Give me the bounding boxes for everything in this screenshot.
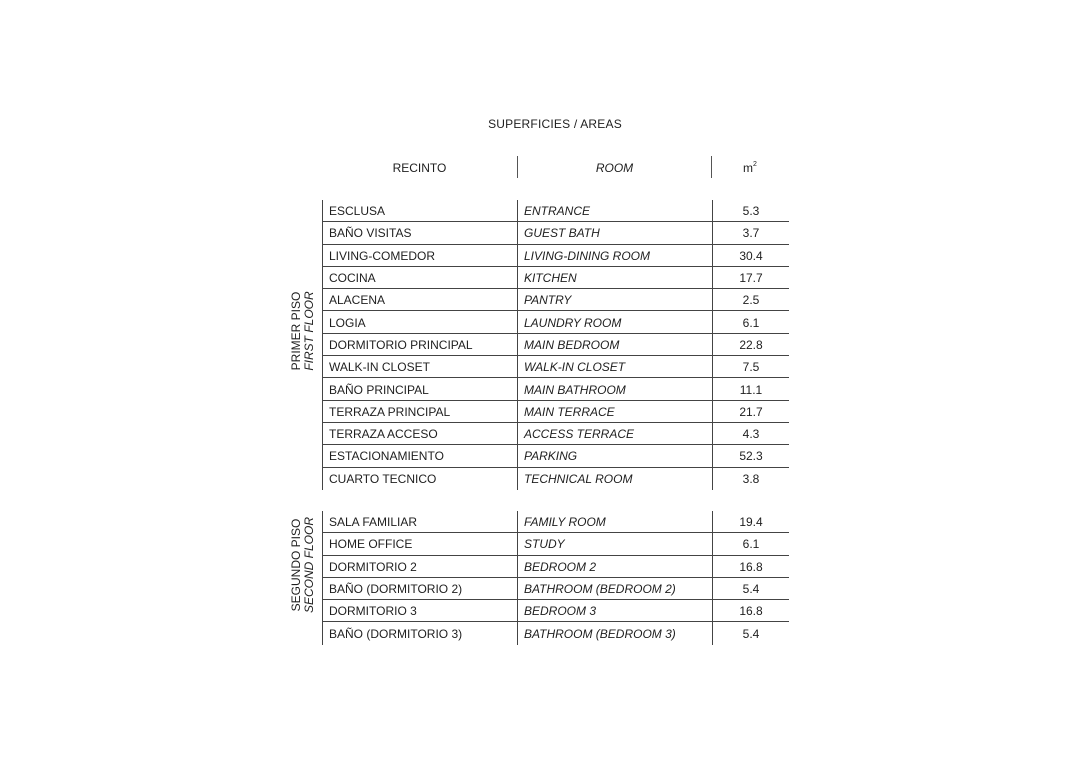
room-area: 16.8 [712,556,789,578]
room-name-es: LIVING-COMEDOR [322,245,517,267]
room-area: 7.5 [712,356,789,378]
table-row [322,222,789,244]
room-name-en: PARKING [517,445,712,467]
room-name-en: MAIN BATHROOM [517,378,712,400]
room-name-en: GUEST BATH [517,222,712,244]
room-name-es: DORMITORIO PRINCIPAL [322,334,517,356]
table-row [322,468,789,490]
floor-label-es: PRIMER PISO [289,291,303,371]
column-header-m2 [712,161,788,175]
table-row [322,245,789,267]
room-area: 5.4 [712,622,789,644]
room-area: 19.4 [712,511,789,533]
table-row [322,533,789,555]
room-name-es: TERRAZA ACCESO [322,423,517,445]
room-name-en: BEDROOM 2 [517,556,712,578]
room-name-es: ALACENA [322,289,517,311]
column-header-room: ROOM [595,161,634,175]
floor-label-es: SEGUNDO PISO [289,518,303,612]
unit-superscript: 2 [753,161,757,168]
room-name-es: DORMITORIO 3 [322,600,517,622]
room-area: 6.1 [712,533,789,555]
table-row [322,267,789,289]
room-name-en: LIVING-DINING ROOM [517,245,712,267]
room-name-en: BEDROOM 3 [517,600,712,622]
table-row [322,200,789,222]
table-row [322,289,789,311]
room-name-es: BAÑO PRINCIPAL [322,378,517,400]
room-name-es: DORMITORIO 2 [322,556,517,578]
unit-label: m [743,161,754,175]
room-name-es: HOME OFFICE [322,533,517,555]
room-name-es: ESTACIONAMIENTO [322,445,517,467]
table-row [322,311,789,333]
table-row [322,356,789,378]
room-area: 52.3 [712,445,789,467]
room-name-en: TECHNICAL ROOM [517,468,712,490]
room-name-en: WALK-IN CLOSET [517,356,712,378]
room-area: 21.7 [712,401,789,423]
floor-label-first [290,221,316,441]
room-name-es: WALK-IN CLOSET [322,356,517,378]
room-area: 5.4 [712,578,789,600]
table-row [322,423,789,445]
room-name-en: BATHROOM (BEDROOM 3) [517,622,712,644]
room-area: 17.7 [712,267,789,289]
room-name-en: STUDY [517,533,712,555]
second-floor-table [322,511,789,645]
floor-label-second [290,455,316,675]
room-name-es: BAÑO (DORMITORIO 3) [322,622,517,644]
table-row [322,556,789,578]
room-name-es: COCINA [322,267,517,289]
room-name-en: MAIN TERRACE [517,401,712,423]
room-area: 4.3 [712,423,789,445]
room-area: 16.8 [712,600,789,622]
room-area: 2.5 [712,289,789,311]
floor-label-en: FIRST FLOOR [302,291,316,371]
room-name-es: ESCLUSA [322,200,517,222]
room-name-es: TERRAZA PRINCIPAL [322,401,517,423]
page-title: SUPERFICIES / AREAS [488,117,622,131]
room-area: 22.8 [712,334,789,356]
room-name-en: LAUNDRY ROOM [517,311,712,333]
table-row [322,378,789,400]
room-name-es: BAÑO VISITAS [322,222,517,244]
room-area: 5.3 [712,200,789,222]
room-name-es: CUARTO TECNICO [322,468,517,490]
room-name-en: KITCHEN [517,267,712,289]
room-name-en: MAIN BEDROOM [517,334,712,356]
column-header-recinto: RECINTO [392,161,447,175]
floor-label-en: SECOND FLOOR [302,517,316,614]
table-row [322,401,789,423]
table-row [322,622,789,644]
room-area: 3.8 [712,468,789,490]
table-row [322,600,789,622]
table-row [322,511,789,533]
table-row [322,334,789,356]
room-name-en: BATHROOM (BEDROOM 2) [517,578,712,600]
room-area: 11.1 [712,378,789,400]
room-name-es: SALA FAMILIAR [322,511,517,533]
room-area: 30.4 [712,245,789,267]
room-name-en: FAMILY ROOM [517,511,712,533]
room-area: 6.1 [712,311,789,333]
first-floor-table [322,200,789,490]
table-row [322,445,789,467]
table-row [322,578,789,600]
room-name-en: ACCESS TERRACE [517,423,712,445]
room-name-es: LOGIA [322,311,517,333]
room-name-es: BAÑO (DORMITORIO 2) [322,578,517,600]
room-area: 3.7 [712,222,789,244]
room-name-en: ENTRANCE [517,200,712,222]
room-name-en: PANTRY [517,289,712,311]
